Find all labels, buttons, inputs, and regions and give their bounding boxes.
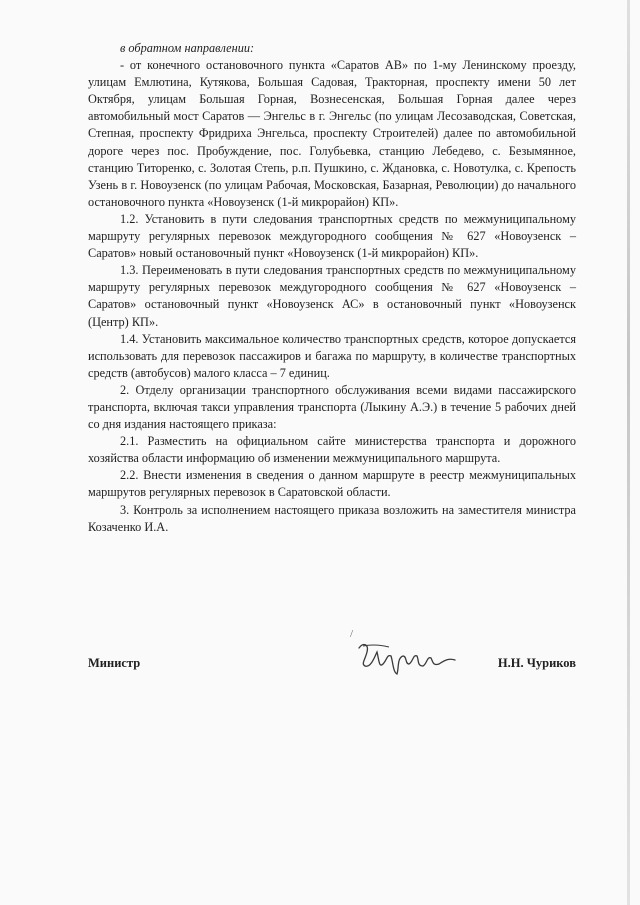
signatory-title: Министр	[88, 656, 141, 670]
route-description-paragraph: - от конечного остановочного пункта «Саратов АВ» по 1-му Ленинскому проезду, улицам Емлютина, Кутякова, Большая Садовая, Тракторная, проспекту имени 50 лет Октября, улицам Большая Горная, Вознесенская, Большая Горная далее через автомобильный мост Саратов — Энгельс в г. Энгельс (по улицам Лесозаводская, Советская, Степная, проспекту Фридриха Энгельса, проспекту Строителей) далее по автомобильной дороге через пос. Пробуждение, пос. Голубьевка, станцию Лебедево, с. Безымянное, станцию Титоренко, с. Золотая Степь, р.п. Пушкино, с. Ждановка, с. Новотулка, с. Крепость Узень в г. Новоузенск (по улицам Рабочая, Московская, Базарная, Революции) до начального остановочного пункта «Новоузенск (1-й микрорайон) КП».	[88, 58, 576, 209]
section-heading: в обратном направлении:	[120, 41, 255, 55]
document-body	[88, 40, 576, 536]
item-2-1-paragraph: 2.1. Разместить на официальном сайте министерства транспорта и дорожного хозяйства области информацию об изменении межмуниципального маршрута.	[88, 434, 576, 466]
signature-block	[88, 652, 576, 682]
item-2-paragraph: 2. Отделу организации транспортного обслуживания всеми видами пассажирского транспорта, включая такси управления транспорта (Лыкину А.Э.) в течение 5 рабочих дней со дня издания настоящего приказа:	[88, 382, 576, 432]
item-2-2-paragraph: 2.2. Внести изменения в сведения о данном маршруте в реестр межмуниципальных маршрутов регулярных перевозок в Саратовской области.	[88, 468, 576, 500]
margin-mark: /	[350, 628, 354, 640]
item-1-2-paragraph: 1.2. Установить в пути следования транспортных средств по межмуниципальному маршруту регулярных перевозок междугородного сообщения № 627 «Новоузенск – Саратов» новый остановочный пункт «Новоузенск (1-й микрорайон) КП».	[88, 211, 576, 261]
signatory-name: Н.Н. Чуриков	[497, 656, 576, 670]
item-3-paragraph: 3. Контроль за исполнением настоящего приказа возложить на заместителя министра Козаченко И.А.	[88, 502, 576, 534]
item-1-3-paragraph: 1.3. Переименовать в пути следования транспортных средств по межмуниципальному маршруту регулярных перевозок междугородного сообщения № 627 «Новоузенск – Саратов» остановочный пункт «Новоузенск АС» в остановочный пункт «Новоузенск (Центр) КП».	[88, 263, 576, 329]
scan-edge-shadow	[627, 0, 630, 905]
handwritten-signature	[353, 638, 463, 678]
item-1-4-paragraph: 1.4. Установить максимальное количество транспортных средств, которое допускается использовать для перевозок пассажиров и багажа по маршруту, в количестве транспортных средств (автобусов) малого класса – 7 единиц.	[88, 331, 576, 380]
